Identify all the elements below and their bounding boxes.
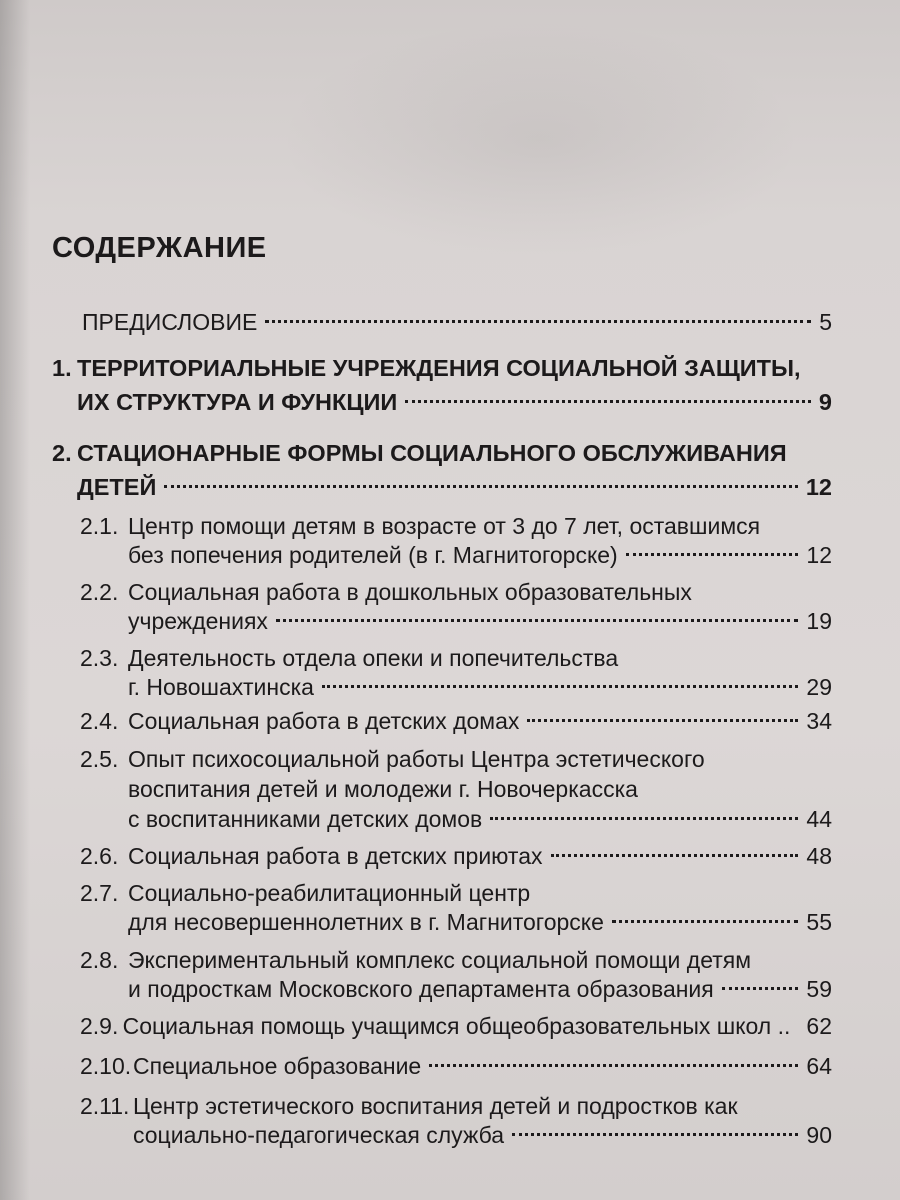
toc-page-number: 19 <box>806 608 832 634</box>
toc-entry-number: 2. <box>52 440 72 466</box>
toc-entry-number: 2.8. <box>80 947 119 973</box>
toc-entry-title: учреждениях <box>128 608 268 634</box>
dot-leader <box>405 400 811 403</box>
dot-leader <box>551 854 799 857</box>
toc-page-number: 5 <box>819 309 832 335</box>
page-title: СОДЕРЖАНИЕ <box>52 232 267 264</box>
toc-entry-title: Социальная работа в детских приютах <box>128 843 543 869</box>
toc-entry-title: Опыт психосоциальной работы Центра эстетического <box>128 746 705 772</box>
toc-page-number: 12 <box>805 474 832 500</box>
toc-page-number: 48 <box>806 843 832 869</box>
toc-entry-number: 2.4. <box>80 708 119 734</box>
dot-leader <box>429 1064 798 1067</box>
toc-page-number: 9 <box>818 389 832 415</box>
toc-entry-title: ДЕТЕЙ <box>77 474 157 500</box>
toc-entry-title: социально-педагогическая служба <box>133 1122 505 1148</box>
dot-leader <box>527 719 798 722</box>
toc-entry-title: СТАЦИОНАРНЫЕ ФОРМЫ СОЦИАЛЬНОГО ОБСЛУЖИВАНИЯ <box>77 440 787 466</box>
toc-page-number: 59 <box>806 976 832 1002</box>
toc-entry-title: Социальная работа в дошкольных образовательных <box>128 579 692 605</box>
toc-entry-number: 2.5. <box>80 746 119 772</box>
toc-entry-number: 2.10. <box>80 1053 132 1079</box>
toc-entry-title: Социально-реабилитационный центр <box>128 880 531 906</box>
dot-leader <box>612 920 799 923</box>
toc-entry-number: 1. <box>52 355 72 381</box>
toc-entry-number: 2.3. <box>80 645 119 671</box>
toc-entry-title: воспитания детей и молодежи г. Новочеркасска <box>128 776 638 802</box>
toc-entry-title: ИХ СТРУКТУРА И ФУНКЦИИ <box>77 389 398 415</box>
toc-page-number: 29 <box>806 674 832 700</box>
toc-entry-title: с воспитанниками детских домов <box>128 806 483 832</box>
toc-page-number: 44 <box>806 806 832 832</box>
toc-page-number: 12 <box>806 542 832 568</box>
toc-entry-title: Центр помощи детям в возрасте от 3 до 7 лет, оставшимся <box>128 513 761 539</box>
toc-entry-title: г. Новошахтинска <box>128 674 314 700</box>
toc-entry-title: Экспериментальный комплекс социальной помощи детям <box>128 947 752 973</box>
toc-entry-title: и подросткам Московского департамента образования <box>128 976 714 1002</box>
dot-leader <box>164 485 798 488</box>
toc-entry-number: 2.7. <box>80 880 119 906</box>
toc-entry-number: 2.6. <box>80 843 119 869</box>
toc-entry-number: 2.2. <box>80 579 119 605</box>
toc-page-number: 62 <box>806 1013 832 1039</box>
toc-entry-title: Социальная работа в детских домах <box>128 708 520 734</box>
toc-entry-title: ТЕРРИТОРИАЛЬНЫЕ УЧРЕЖДЕНИЯ СОЦИАЛЬНОЙ ЗАЩИТЫ, <box>77 355 801 381</box>
toc-entry-number: 2.1. <box>80 513 119 539</box>
toc-entry-title: Деятельность отдела опеки и попечительства <box>128 645 619 671</box>
toc-entry-number: 2.9. <box>80 1013 119 1039</box>
toc-entry-title: Социальная помощь учащимся общеобразовательных школ .. <box>122 1013 791 1039</box>
dot-leader <box>490 817 798 820</box>
toc-entry-title: Специальное образование <box>133 1053 422 1079</box>
dot-leader <box>322 685 798 688</box>
dot-leader <box>265 320 811 323</box>
toc-page-number: 64 <box>806 1053 832 1079</box>
dot-leader <box>722 987 799 990</box>
dot-leader <box>276 619 798 622</box>
toc-page-number: 90 <box>806 1122 832 1148</box>
toc-entry-title: Центр эстетического воспитания детей и подростков как <box>133 1093 738 1119</box>
dot-leader <box>626 553 799 556</box>
toc-page-number: 34 <box>806 708 832 734</box>
toc-entry-title: для несовершеннолетних в г. Магнитогорске <box>128 909 604 935</box>
toc-entry-title: без попечения родителей (в г. Магнитогорске) <box>128 542 618 568</box>
toc-entry-title: ПРЕДИСЛОВИЕ <box>82 309 258 335</box>
toc-page-number: 55 <box>806 909 832 935</box>
dot-leader <box>512 1133 798 1136</box>
toc-entry-number: 2.11. <box>80 1093 130 1119</box>
